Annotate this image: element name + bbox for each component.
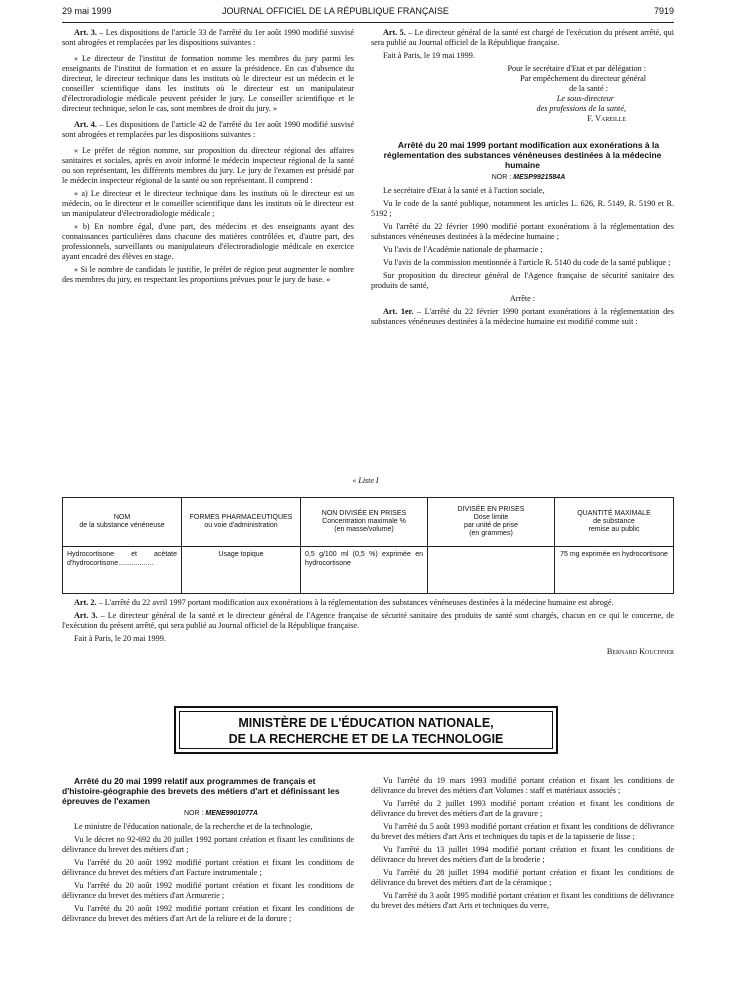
fait-line: Fait à Paris, le 19 mai 1999. [383, 51, 475, 60]
decree-title: Arrêté du 20 mai 1999 relatif aux programmes de français et d'histoire-géographie des brevets des métiers d'art et définissant les épreuves de l'examen [62, 776, 340, 806]
article-text: – Le directeur général de la santé et le directeur général de l'Agence française de sécurité sanitaire des produits de santé sont chargés, chacun en ce qui le concerne, de l'exécution du présent arrêté, qui sera publié au Journal officiel de la République française. [62, 611, 674, 630]
header-line: NOM [113, 514, 131, 521]
ministry-heading [179, 711, 553, 749]
table-header [301, 498, 428, 547]
article-quote: « b) En nombre égal, d'une part, des médecins et des enseignants ayant des connaissances particulières dans chacune des matières contrôlées et, d'autre part, des professionnels, surveillants ou manipulateurs d'électroradiologie médicale en exercice ayant encadré des élèves en stage. [62, 222, 354, 261]
arrete-label: Arrête : [509, 294, 536, 303]
table-header [182, 498, 301, 547]
header-date: 29 mai 1999 [62, 6, 112, 16]
nor-label: NOR : [491, 174, 514, 181]
table-cell [428, 547, 555, 594]
header-line: NON DIVISÉE EN PRISES [321, 510, 407, 517]
signature-line: de la santé : [569, 84, 608, 93]
paragraph: Vu l'arrêté du 19 mars 1993 modifié portant création et fixant les conditions de délivrance du brevet des métiers d'art Volumes : staff et matériaux associés ; [371, 776, 674, 795]
paragraph: Vu l'arrêté du 20 août 1992 modifié portant création et fixant les conditions de délivrance du brevet des métiers d'art Armurerie ; [62, 881, 354, 900]
table-row [63, 547, 674, 594]
nor-reference [62, 809, 354, 819]
fait-line: Fait à Paris, le 20 mai 1999. [74, 634, 166, 643]
paragraph: Vu l'arrêté du 3 août 1995 modifié portant création et fixant les conditions de délivrance du brevet des métiers d'art Arts et techniques du verre, [371, 891, 674, 910]
article-label: Art. 1er. [383, 307, 414, 316]
ministry-line: MINISTÈRE DE L'ÉDUCATION NATIONALE, [238, 716, 494, 730]
paragraph: Vu l'arrêté du 20 août 1992 modifié portant création et fixant les conditions de délivrance du brevet des métiers d'art Art de la reliure et de la dorure ; [62, 904, 354, 923]
article-label: Art. 3. [74, 611, 98, 620]
table-cell: Usage topique [182, 547, 301, 594]
header-line: FORMES PHARMACEUTIQUES [189, 514, 293, 521]
table-cell: 75 mg exprimée en hydrocortisone [555, 547, 674, 594]
header-line: remise au public [588, 526, 640, 533]
header-line: ou voie d'administration [204, 522, 278, 529]
table-header [428, 498, 555, 547]
liste-caption: « Liste I [352, 476, 379, 485]
signature-block [371, 64, 646, 124]
paragraph: Sur proposition du directeur général de l'Agence française de sécurité sanitaire des produits de santé, [371, 271, 674, 290]
signature-name: Bernard Kouchner [606, 647, 674, 656]
table-header [555, 498, 674, 547]
paragraph: Vu le code de la santé publique, notamment les articles L. 626, R. 5149, R. 5190 et R. 5192 ; [371, 199, 674, 218]
right-column [371, 28, 674, 330]
header-rule [62, 22, 674, 23]
table-header [63, 498, 182, 547]
header-line: Concentration maximale % [322, 518, 406, 525]
ministry-heading-box [174, 706, 558, 754]
header-line: de la substance vénéneuse [79, 522, 165, 529]
paragraph: Vu le décret no 92-692 du 20 juillet 1992 portant création et fixant les conditions de délivrance du brevet des métiers d'art ; [62, 835, 354, 854]
table-cell: Hydrocortisone et acétate d'hydrocortisone.................. [63, 547, 182, 594]
header-line: (en grammes) [469, 530, 513, 537]
article-text: – Les dispositions de l'article 42 de l'arrêté du 1er août 1990 modifié susvisé sont abrogées et remplacées par les dispositions suivantes : [62, 120, 354, 139]
paragraph: Vu l'arrêté du 28 juillet 1994 modifié portant création et fixant les conditions de délivrance du brevet des métiers d'art de la céramique ; [371, 868, 674, 887]
paragraph: Vu l'arrêté du 22 février 1990 modifié portant exonérations à la réglementation des substances vénéneuses destinées à la médecine humaine ; [371, 222, 674, 241]
header-line: (en masse/volume) [334, 526, 394, 533]
signature-line: Par empêchement du directeur général [520, 74, 646, 83]
nor-code: MESP9921584A [513, 174, 566, 181]
article-label: Art. 2. [74, 598, 97, 607]
table-header-row [63, 498, 674, 547]
paragraph: Vu l'arrêté du 20 août 1992 modifié portant création et fixant les conditions de délivrance du brevet des métiers d'art Facture instrumentale ; [62, 858, 354, 877]
nor-reference [371, 173, 674, 183]
header-journal: JOURNAL OFFICIEL DE LA RÉPUBLIQUE FRANÇAISE [222, 6, 449, 16]
article-text: – Le directeur général de la santé est chargé de l'exécution du présent arrêté, qui sera publié au Journal officiel de la République française. [371, 28, 674, 47]
signature-line: Pour le secrétaire d'Etat et par délégation : [507, 64, 646, 73]
table-cell: 0,5 g/100 ml (0,5 %) exprimée en hydrocortisone [301, 547, 428, 594]
article-label: Art. 5. [383, 28, 406, 37]
article-label: Art. 4. [74, 120, 97, 129]
signature-line: Le sous-directeur [556, 94, 614, 103]
paragraph: Vu l'avis de l'Académie nationale de pharmacie ; [383, 245, 543, 254]
header-line: par unité de prise [463, 522, 519, 529]
page-header [62, 6, 674, 20]
article-text: – Les dispositions de l'article 33 de l'arrêté du 1er août 1990 modifié susvisé sont abrogées et remplacées par les dispositions suivantes : [62, 28, 354, 47]
lower-right-column [371, 776, 674, 914]
nor-label: NOR : [184, 810, 206, 817]
paragraph: Vu l'arrêté du 2 juillet 1993 modifié portant création et fixant les conditions de délivrance du brevet des métiers d'art de la gravure ; [371, 799, 674, 818]
paragraph: Vu l'arrêté du 5 août 1993 modifié portant création et fixant les conditions de délivrance du brevet des métiers d'art Arts et techniques du tapis et de la tapisserie de lisse ; [371, 822, 674, 841]
signature-name: F. Vareille [587, 114, 626, 123]
article-text: – L'arrêté du 22 février 1990 portant exonérations à la réglementation des substances vénéneuses destinées à la médecine humaine est modifié comme suit : [371, 307, 674, 326]
signature-line: des professions de la santé, [536, 104, 626, 113]
paragraph: Le secrétaire d'Etat à la santé et à l'action sociale, [383, 186, 545, 195]
header-line: QUANTITÉ MAXIMALE [577, 510, 651, 517]
header-line: DIVISÉE EN PRISES [457, 506, 525, 513]
article-quote: « a) Le directeur et le directeur technique dans les instituts où le directeur est un médecin, ou le directeur et le conseiller scientifique dans les instituts où le directeur est un manipulateur d'électroradiologie médicale ; [62, 189, 354, 218]
article-quote: « Si le nombre de candidats le justifie, le préfet de région peut augmenter le nombre des membres du jury, en respectant les proportions prévues pour le jury de base. » [62, 265, 354, 284]
lower-left-column [62, 776, 354, 927]
bottom-articles [62, 598, 674, 660]
header-line: de substance [593, 518, 635, 525]
left-column [62, 28, 354, 288]
article-text: – L'arrêté du 22 avril 1997 portant modification aux exonérations à la réglementation des substances vénéneuses destinées à la médecine humaine est abrogé. [96, 598, 614, 607]
substance-table [62, 497, 674, 594]
paragraph: Vu l'avis de la commission mentionnée à l'article R. 5140 du code de la santé publique ; [383, 258, 671, 267]
header-line: Dose limite [473, 514, 509, 521]
paragraph: Vu l'arrêté du 13 juillet 1994 modifié portant création et fixant les conditions de délivrance du brevet des métiers d'art de la broderie ; [371, 845, 674, 864]
article-quote: « Le directeur de l'institut de formation nomme les membres du jury parmi les enseignants de l'institut de formation et en assure la présidence. En cas d'absence du directeur, le directeur technique dans les instituts où le directeur est un médecin et le conseiller scientifique dans les instituts où le directeur est un manipulateur d'électroradiologie médicale peuvent présider le jury. Le conseiller scientifique et le directeur technique, selon le cas, sont membres de droit du jury. » [62, 54, 354, 113]
header-page-number: 7919 [653, 6, 674, 16]
article-label: Art. 3. [74, 28, 97, 37]
nor-code: MENE9901077A [205, 810, 258, 817]
decree-title: Arrêté du 20 mai 1999 portant modification aux exonérations à la réglementation des substances vénéneuses destinées à la médecine humaine [383, 140, 662, 170]
paragraph: Le ministre de l'éducation nationale, de la recherche et de la technologie, [74, 822, 313, 831]
article-quote: « Le préfet de région nomme, sur proposition du directeur régional des affaires sanitaires et sociales, après en avoir informé le médecin inspecteur régional de la santé ou son représentant, les différents membres du jury. Le jury de l'examen est présidé par le médecin inspecteur régional de la santé ou son représentant. Il comprend : [62, 146, 354, 185]
ministry-line: DE LA RECHERCHE ET DE LA TECHNOLOGIE [228, 732, 504, 746]
